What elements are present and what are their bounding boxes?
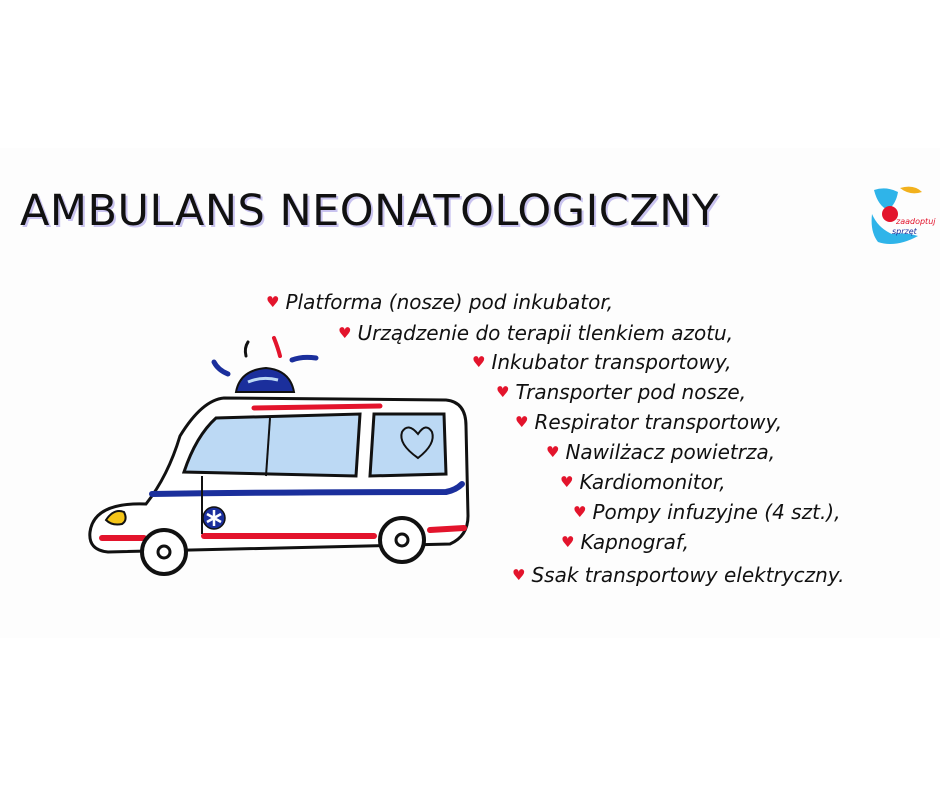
equipment-item: [560, 470, 726, 494]
medical-star-of-life-icon: [203, 507, 225, 529]
rear-wheel: [380, 518, 424, 562]
logo-text-line1: zaadoptuj: [896, 217, 936, 226]
heart-icon: ♥: [515, 413, 529, 431]
equipment-label: Kardiomonitor,: [579, 470, 726, 494]
equipment-item: [573, 500, 840, 524]
equipment-item: [546, 440, 775, 464]
siren-icon: [236, 368, 294, 392]
heart-icon: ♥: [560, 473, 574, 491]
equipment-label: Kapnograf,: [580, 530, 689, 554]
equipment-label: Respirator transportowy,: [534, 410, 783, 434]
charity-logo: [866, 184, 936, 248]
equipment-item: [472, 350, 732, 374]
equipment-item: [561, 530, 689, 554]
heart-icon: ♥: [546, 443, 560, 461]
equipment-label: Platforma (nosze) pod inkubator,: [285, 290, 614, 314]
equipment-label: Transporter pod nosze,: [515, 380, 747, 404]
ambulance-drawing: [84, 326, 484, 586]
equipment-label: Ssak transportowy elektryczny.: [531, 563, 845, 587]
equipment-label: Nawilżacz powietrza,: [565, 440, 776, 464]
heart-icon: ♥: [496, 383, 510, 401]
page-title: AMBULANS NEONATOLOGICZNY: [20, 186, 719, 236]
logo-text-line2: sprzęt: [892, 227, 917, 236]
equipment-label: Inkubator transportowy,: [491, 350, 732, 374]
heart-icon: ♥: [573, 503, 587, 521]
equipment-item: [515, 410, 782, 434]
heart-icon: ♥: [512, 566, 526, 584]
equipment-item: [512, 563, 844, 587]
equipment-item: [496, 380, 746, 404]
heart-icon: ♥: [472, 353, 486, 371]
heart-icon: ♥: [338, 324, 352, 342]
equipment-label: Urządzenie do terapii tlenkiem azotu,: [357, 321, 734, 345]
heart-icon: ♥: [561, 533, 575, 551]
front-window: [184, 414, 360, 476]
front-wheel: [142, 530, 186, 574]
heart-icon: ♥: [266, 293, 280, 311]
equipment-item: [338, 321, 733, 345]
rear-window: [370, 414, 446, 476]
equipment-label: Pompy infuzyjne (4 szt.),: [592, 500, 841, 524]
equipment-item: [266, 290, 613, 314]
